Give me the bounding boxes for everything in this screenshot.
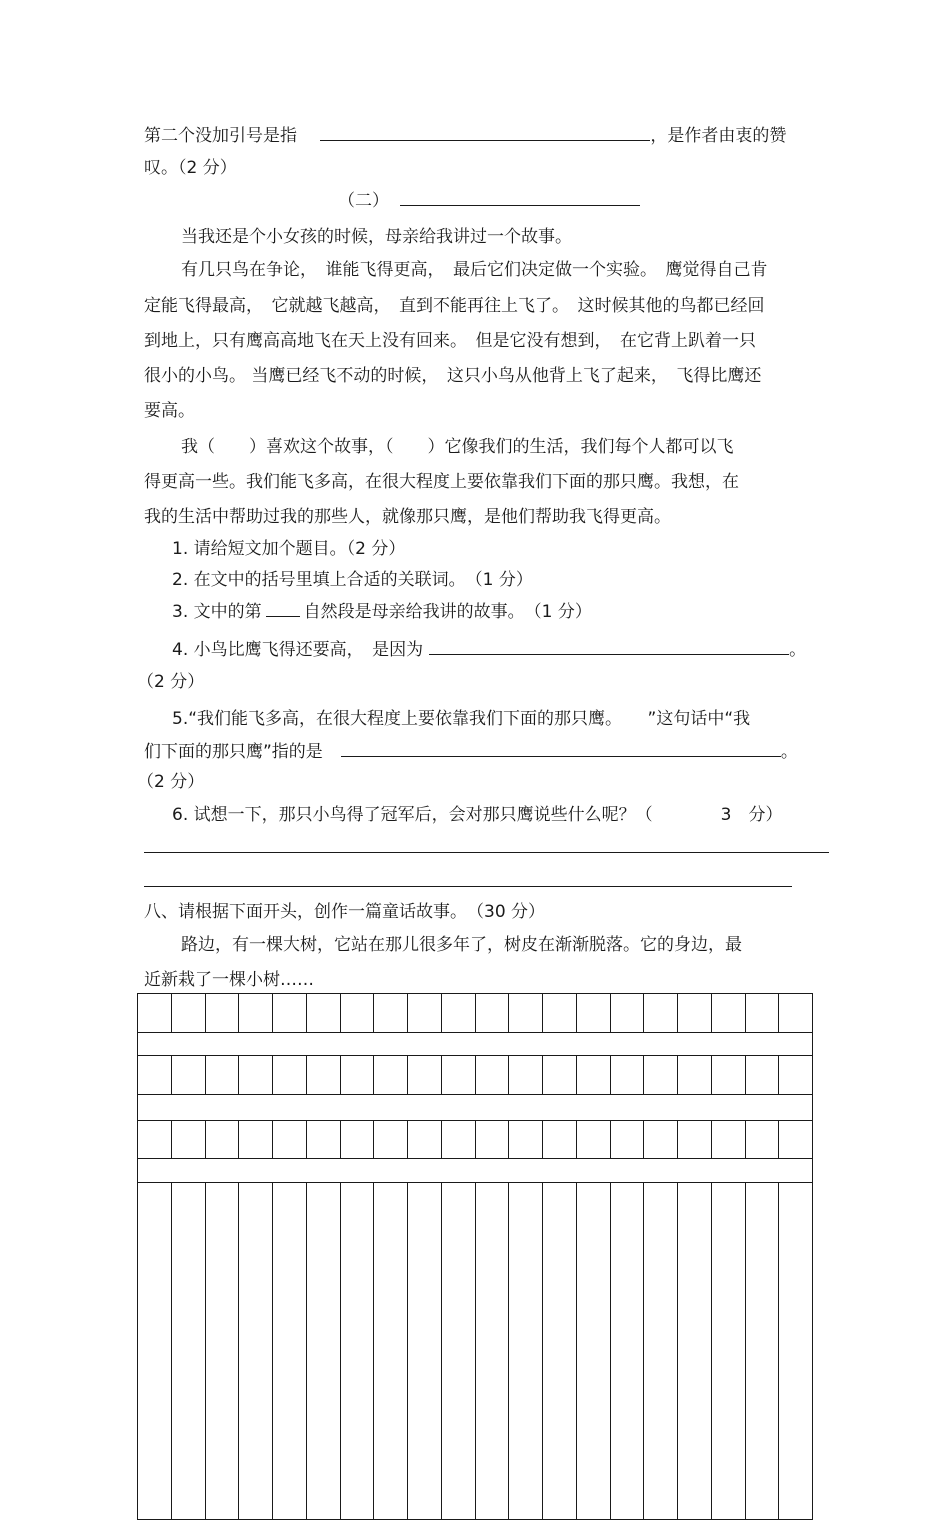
section-title — [338, 189, 640, 213]
line-2: 叹。（2 分） — [144, 158, 237, 178]
grid-cell[interactable] — [341, 994, 375, 1032]
grid-cell[interactable] — [442, 1183, 476, 1520]
para-3c: 我的生活中帮助过我的那些人，就像那只鹰，是他们帮助我飞得更高。 — [144, 507, 671, 527]
grid-cell[interactable] — [138, 1121, 172, 1158]
grid-cell[interactable] — [273, 1121, 307, 1158]
grid-cell[interactable] — [577, 1121, 611, 1158]
grid-cell[interactable] — [239, 1121, 273, 1158]
grid-cell[interactable] — [273, 1056, 307, 1094]
grid-cell[interactable] — [307, 1121, 341, 1158]
grid-cell[interactable] — [172, 994, 206, 1032]
grid-cell[interactable] — [611, 994, 645, 1032]
grid-cell[interactable] — [644, 1183, 678, 1520]
grid-cell[interactable] — [239, 1056, 273, 1094]
grid-cell[interactable] — [611, 1121, 645, 1158]
grid-cell[interactable] — [442, 1121, 476, 1158]
q3-blank[interactable] — [266, 600, 300, 617]
grid-cell[interactable] — [644, 1056, 678, 1094]
grid-cell[interactable] — [611, 1056, 645, 1094]
grid-cell[interactable] — [712, 1056, 746, 1094]
grid-cell[interactable] — [476, 1121, 510, 1158]
grid-cell[interactable] — [678, 1056, 712, 1094]
answer-blank-1[interactable] — [320, 124, 650, 141]
grid-cell[interactable] — [543, 1056, 577, 1094]
grid-row-2[interactable] — [138, 1056, 812, 1095]
grid-cell[interactable] — [239, 1183, 273, 1520]
grid-spacer — [138, 1095, 812, 1121]
grid-spacer — [138, 1033, 812, 1056]
q4-period: 。 — [789, 640, 807, 660]
grid-cell[interactable] — [779, 1183, 812, 1520]
grid-cell[interactable] — [138, 1183, 172, 1520]
grid-row-1[interactable] — [138, 994, 812, 1033]
grid-cell[interactable] — [746, 1056, 780, 1094]
grid-cell[interactable] — [678, 1183, 712, 1520]
grid-cell[interactable] — [307, 994, 341, 1032]
grid-cell[interactable] — [273, 994, 307, 1032]
grid-cell[interactable] — [374, 994, 408, 1032]
question-5-score: （2 分） — [137, 772, 205, 792]
grid-cell[interactable] — [476, 994, 510, 1032]
grid-cell[interactable] — [408, 994, 442, 1032]
grid-cell[interactable] — [509, 994, 543, 1032]
grid-cell[interactable] — [172, 1183, 206, 1520]
grid-cell[interactable] — [712, 1121, 746, 1158]
line-1 — [144, 124, 786, 148]
grid-cell[interactable] — [779, 1056, 812, 1094]
grid-cell[interactable] — [341, 1121, 375, 1158]
grid-cell[interactable] — [408, 1183, 442, 1520]
grid-cell[interactable] — [476, 1056, 510, 1094]
grid-cell[interactable] — [509, 1183, 543, 1520]
grid-row-4[interactable] — [138, 1183, 812, 1520]
grid-cell[interactable] — [408, 1056, 442, 1094]
grid-cell[interactable] — [307, 1056, 341, 1094]
question-5b — [144, 740, 798, 764]
para-2c: 到地上，只有鹰高高地飞在天上没有回来。 但是它没有想到， 在它背上趴着一只 — [144, 331, 756, 351]
grid-cell[interactable] — [746, 1183, 780, 1520]
grid-cell[interactable] — [206, 994, 240, 1032]
q4-blank[interactable] — [429, 638, 789, 655]
grid-cell[interactable] — [577, 1056, 611, 1094]
para-3b: 得更高一些。我们能飞多高，在很大程度上要依靠我们下面的那只鹰。我想，在 — [144, 472, 739, 492]
grid-cell[interactable] — [746, 1121, 780, 1158]
para-2d: 很小的小鸟。 当鹰已经飞不动的时候， 这只小鸟从他背上飞了起来， 飞得比鹰还 — [144, 366, 762, 386]
grid-cell[interactable] — [476, 1183, 510, 1520]
grid-cell[interactable] — [374, 1056, 408, 1094]
para-3a: 我（ ）喜欢这个故事，（ ）它像我们的生活，我们每个人都可以飞 — [181, 437, 734, 457]
question-4-score: （2 分） — [137, 672, 205, 692]
para-2e: 要高。 — [144, 401, 195, 421]
grid-cell[interactable] — [138, 994, 172, 1032]
grid-cell[interactable] — [374, 1121, 408, 1158]
grid-cell[interactable] — [543, 994, 577, 1032]
q5-text-b: 们下面的那只鹰”指的是 — [144, 742, 323, 762]
grid-cell[interactable] — [712, 994, 746, 1032]
text-l1a: 第二个没加引号是指 — [144, 126, 297, 146]
grid-cell[interactable] — [206, 1121, 240, 1158]
grid-cell[interactable] — [779, 1121, 812, 1158]
para-1: 当我还是个小女孩的时候，母亲给我讲过一个故事。 — [181, 227, 572, 247]
question-2: 2. 在文中的括号里填上合适的关联词。 （1 分） — [172, 570, 533, 590]
grid-cell[interactable] — [172, 1056, 206, 1094]
answer-line-1[interactable] — [144, 852, 829, 853]
grid-cell[interactable] — [712, 1183, 746, 1520]
grid-cell[interactable] — [577, 1183, 611, 1520]
grid-cell[interactable] — [206, 1183, 240, 1520]
text-l1b: ，是作者由衷的赞 — [650, 126, 787, 146]
grid-cell[interactable] — [239, 994, 273, 1032]
q3-text-b: 自然段是母亲给我讲的故事。 （1 分） — [303, 602, 592, 622]
grid-spacer — [138, 1159, 812, 1183]
para-2b: 定能飞得最高， 它就越飞越高， 直到不能再往上飞了。 这时候其他的鸟都已经回 — [144, 296, 765, 316]
grid-cell[interactable] — [341, 1056, 375, 1094]
grid-cell[interactable] — [206, 1056, 240, 1094]
grid-cell[interactable] — [779, 994, 812, 1032]
grid-cell[interactable] — [543, 1183, 577, 1520]
grid-cell[interactable] — [509, 1056, 543, 1094]
grid-cell[interactable] — [341, 1183, 375, 1520]
grid-cell[interactable] — [408, 1121, 442, 1158]
grid-cell[interactable] — [611, 1183, 645, 1520]
grid-cell[interactable] — [138, 1056, 172, 1094]
grid-cell[interactable] — [644, 994, 678, 1032]
grid-cell[interactable] — [172, 1121, 206, 1158]
grid-cell[interactable] — [577, 994, 611, 1032]
question-3 — [172, 600, 592, 624]
grid-cell[interactable] — [678, 994, 712, 1032]
grid-cell[interactable] — [678, 1121, 712, 1158]
q5-blank[interactable] — [341, 740, 781, 757]
grid-cell[interactable] — [374, 1183, 408, 1520]
section-title-label: （二） — [338, 191, 389, 211]
grid-cell[interactable] — [543, 1121, 577, 1158]
question-5a: 5.“我们能飞多高，在很大程度上要依靠我们下面的那只鹰。 ”这句话中“我 — [172, 709, 751, 729]
q3-text-a: 3. 文中的第 — [172, 602, 262, 622]
answer-line-2[interactable] — [144, 886, 792, 887]
title-blank[interactable] — [400, 189, 640, 206]
section-8-prompt-b: 近新栽了一棵小树…… — [144, 970, 314, 990]
section-8-prompt-a: 路边，有一棵大树，它站在那儿很多年了，树皮在渐渐脱落。它的身边，最 — [181, 935, 742, 955]
question-6: 6. 试想一下，那只小鸟得了冠军后，会对那只鹰说些什么呢？（ 3 分） — [172, 805, 783, 825]
q5-period: 。 — [780, 742, 798, 762]
grid-cell[interactable] — [307, 1183, 341, 1520]
section-8-title: 八、请根据下面开头，创作一篇童话故事。 （30 分） — [144, 902, 546, 922]
grid-cell[interactable] — [509, 1121, 543, 1158]
grid-row-3[interactable] — [138, 1121, 812, 1159]
question-4 — [172, 638, 806, 662]
grid-cell[interactable] — [644, 1121, 678, 1158]
grid-cell[interactable] — [746, 994, 780, 1032]
question-1: 1. 请给短文加个题目。（2 分） — [172, 539, 406, 559]
q4-text-a: 4. 小鸟比鹰飞得还要高， 是因为 — [172, 640, 424, 660]
grid-cell[interactable] — [442, 994, 476, 1032]
grid-cell[interactable] — [273, 1183, 307, 1520]
writing-grid[interactable] — [137, 993, 813, 1520]
para-2a: 有几只鸟在争论， 谁能飞得更高， 最后它们决定做一个实验。 鹰觉得自己肯 — [181, 260, 768, 280]
grid-cell[interactable] — [442, 1056, 476, 1094]
